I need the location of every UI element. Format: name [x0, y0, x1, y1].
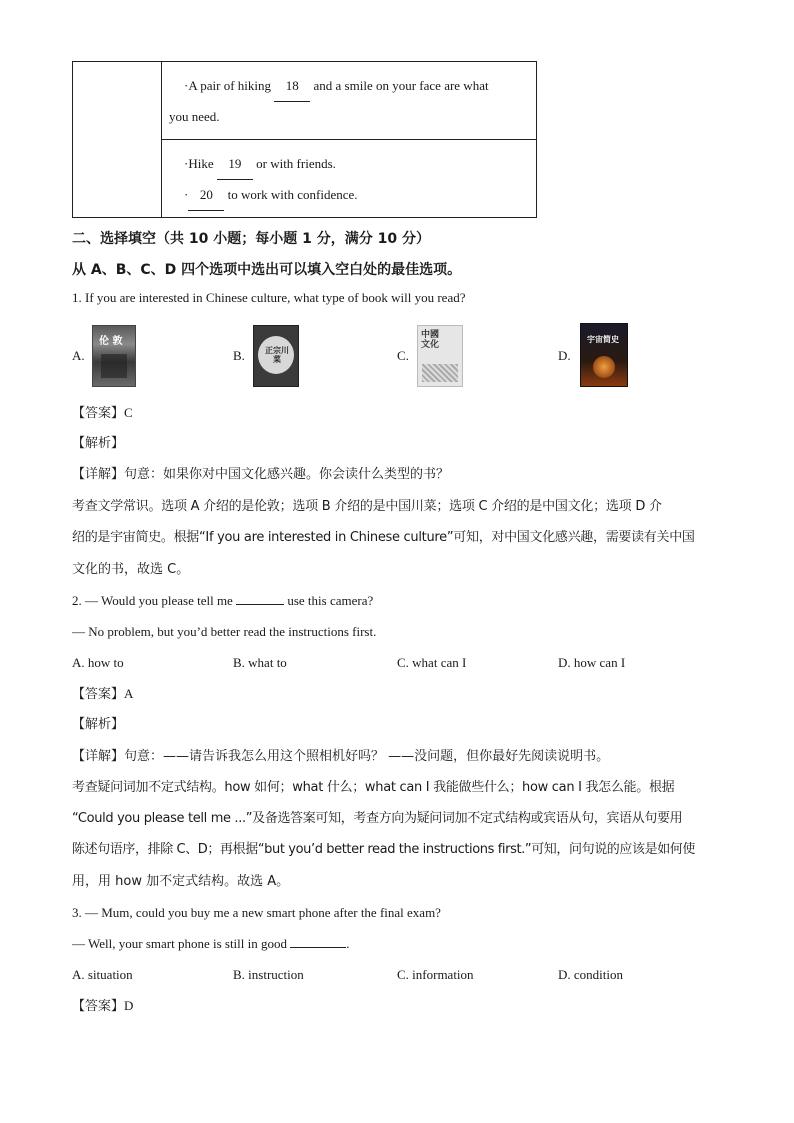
- book-title: 正宗川菜: [265, 346, 289, 364]
- answer-value: C: [124, 405, 133, 420]
- london-book-image[interactable]: [92, 325, 136, 387]
- chinese-culture-book-image[interactable]: [417, 325, 463, 387]
- question-2-reply: — No problem, but you’d better read the instructions first.: [72, 624, 377, 639]
- explanation-line: “Could you please tell me ...”及备选答案可知，考查方向为疑问词加不定式结构或宾语从句，宾语从句要用: [72, 811, 683, 826]
- option-d[interactable]: D.: [558, 348, 571, 363]
- table-cell: [162, 140, 537, 218]
- answer-label: 【答案】: [72, 999, 125, 1014]
- option-c[interactable]: C.: [397, 348, 409, 363]
- table-text: ·Hike: [184, 156, 217, 171]
- answer-value: A: [124, 686, 134, 701]
- sichuan-cuisine-book-image[interactable]: [253, 325, 299, 387]
- book-title: 伦 敦: [99, 336, 123, 347]
- explanation-line: 文化的书，故选 C。: [72, 562, 190, 577]
- detail-text: 【详解】句意：如果你对中国文化感兴趣。你会读什么类型的书？: [72, 467, 450, 482]
- option-a[interactable]: A. how to: [72, 655, 124, 670]
- book-title: 中國文化: [421, 330, 440, 350]
- table-left-cell: [73, 62, 162, 218]
- table-text: and a smile on your face are what: [310, 78, 489, 93]
- section-instruction: 从 A、B、C、D 四个选项中选出可以填入空白处的最佳选项。: [72, 262, 462, 278]
- option-b[interactable]: B. what to: [233, 655, 287, 670]
- question-2-rest: use this camera?: [284, 593, 374, 608]
- option-d[interactable]: D. how can I: [558, 655, 626, 670]
- question-3: 3. — Mum, could you buy me a new smart phone after the final exam?: [72, 905, 441, 920]
- question-3-reply: — Well, your smart phone is still in good: [72, 936, 291, 951]
- option-d[interactable]: D. condition: [558, 967, 623, 982]
- option-c[interactable]: C. information: [397, 967, 474, 982]
- table-row: [73, 62, 537, 140]
- section-heading: 二、选择填空（共 10 小题；每小题 1 分，满分 10 分）: [72, 231, 430, 247]
- answer-value: D: [124, 998, 134, 1013]
- blank-18[interactable]: 18: [274, 70, 310, 102]
- question-1: 1. If you are interested in Chinese culture, what type of book will you read?: [72, 290, 466, 305]
- universe-history-book-image[interactable]: [580, 323, 628, 387]
- question-3-end: .: [346, 936, 350, 951]
- explanation-line: 考查文学常识。选项 A 介绍的是伦敦；选项 B 介绍的是中国川菜；选项 C 介绍的是中国文化；选项 D 介: [72, 499, 662, 514]
- option-b[interactable]: B. instruction: [233, 967, 304, 982]
- answer-label: 【答案】: [72, 406, 125, 421]
- option-b[interactable]: B.: [233, 348, 245, 363]
- option-a[interactable]: A. situation: [72, 967, 133, 982]
- table-text: you need.: [169, 109, 220, 124]
- explanation-line: 绍的是宇宙简史。根据“If you are interested in Chinese culture”可知，对中国文化感兴趣，需要读有关中国: [72, 530, 695, 545]
- blank-20[interactable]: 20: [188, 179, 224, 211]
- explanation-line: 陈述句语序，排除 C、D；再根据“but you’d better read the instructions first.”可知，问句说的应该是如何使: [72, 842, 696, 857]
- detail-text: 【详解】句意：——请告诉我怎么用这个照相机好吗？ ——没问题，但你最好先阅读说明书。: [72, 749, 610, 764]
- analysis-label: 【解析】: [72, 717, 125, 732]
- blank-q3[interactable]: [290, 947, 346, 948]
- explanation-line: 用，用 how 加不定式结构。故选 A。: [72, 874, 290, 889]
- analysis-label: 【解析】: [72, 436, 125, 451]
- option-a[interactable]: A.: [72, 348, 85, 363]
- table-text: or with friends.: [252, 156, 336, 171]
- table-cell: [162, 62, 537, 140]
- vocab-table: [72, 61, 537, 218]
- table-text: ·: [184, 187, 189, 202]
- blank-q2[interactable]: [236, 604, 284, 605]
- book-title: 宇宙简史: [587, 335, 619, 344]
- table-text: to work with confidence.: [224, 187, 358, 202]
- explanation-line: 考查疑问词加不定式结构。how 如何；what 什么；what can I 我能做些什么；how can I 我怎么能。根据: [72, 780, 675, 795]
- answer-label: 【答案】: [72, 687, 125, 702]
- table-text: ·A pair of hiking: [184, 78, 275, 93]
- blank-19[interactable]: 19: [217, 148, 253, 180]
- question-2: 2. — Would you please tell me: [72, 593, 237, 608]
- option-c[interactable]: C. what can I: [397, 655, 467, 670]
